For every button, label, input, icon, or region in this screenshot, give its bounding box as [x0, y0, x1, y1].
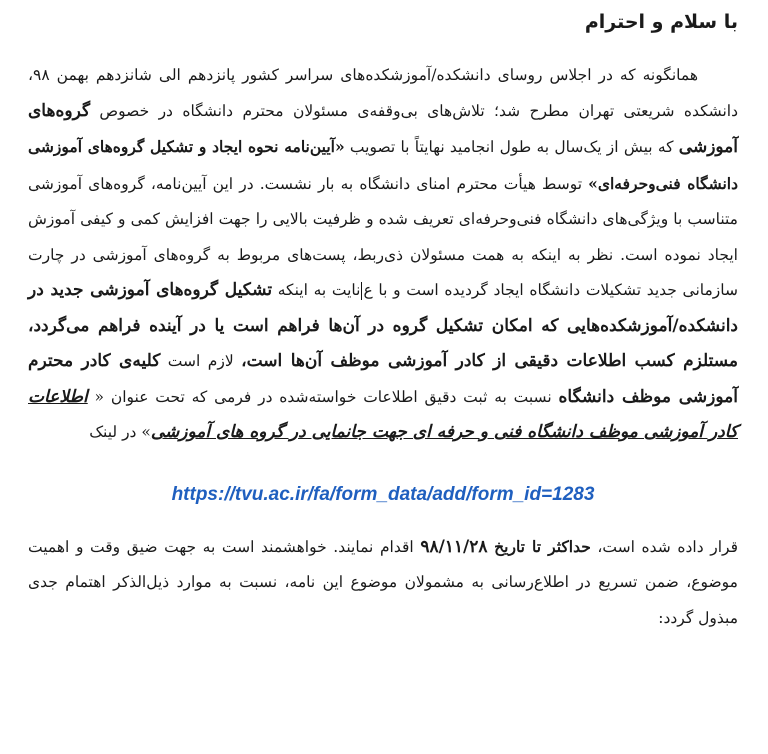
closing-text-2: اقدام نمایند. خواهشمند است به جهت ضیق وقت و اهمیت موضوع، ضمن تسریع در اطلاع‌رسانی به مشمولان موضوع این نامه، نسبت به موارد ذیل‌الذکر اهتمام جدی مبذول گردد:: [28, 537, 738, 627]
closing-paragraph: [28, 529, 738, 637]
bold-educational-groups: گروه‌های آموزشی: [28, 100, 739, 157]
closing-text-1: قرار داده شده است،: [590, 537, 738, 556]
deadline-date: ۹۸/۱۱/۲۸: [420, 536, 488, 557]
paragraph-text-6: در لینک: [89, 423, 142, 441]
deadline-label: حداکثر تا تاریخ: [494, 536, 591, 556]
greeting-heading: با سلام و احترام: [584, 11, 738, 33]
paragraph-text-4: لازم است: [160, 352, 242, 370]
form-link[interactable]: https://tvu.ac.ir/fa/form_data/add/form_id=1283: [171, 483, 595, 505]
bold-all-faculty: کلیه‌ی کادر محترم آموزشی موظف دانشگاه: [28, 351, 738, 407]
paragraph-text-1: همانگونه که در اجلاس روسای دانشکده/آموزشکده‌های سراسر کشور پانزدهم الی شانزدهم بهمن ۹۸، دانشکده شریعتی تهران مطرح شد؛ تلاش‌های بی‌وقفه‌ی مسئولان محترم دانشگاه در خصوص: [28, 66, 738, 120]
paragraph-text-3b: نایت به اینکه: [272, 281, 361, 299]
bold-regulation-title: «آیین‌نامه نحوه ایجاد و تشکیل گروه‌های آموزشی دانشگاه فنی‌وحرفه‌ای»: [28, 137, 738, 193]
form-quote-close: »: [141, 423, 151, 441]
paragraph-text-3: توسط هیأت محترم امنای دانشگاه به بار نشست. در این آیین‌نامه، گروه‌های آموزشی متناسب با ویژگی‌های دانشگاه فنی‌وحرفه‌ای تعریف شده و ظرفیت بالایی را جهت افزایش کمی و کیفی آموزش ایجاد نموده است. نظر به اینکه به همت مسئولان ذی‌ربط، پست‌های مربوط به گروه‌های آموزشی در چارت سازمانی جدید تشکیلات دانشگاه ایجاد گردیده است و با ع: [28, 174, 738, 299]
paragraph-text-5: نسبت به ثبت دقیق اطلاعات خواسته‌شده در فرمی که تحت عنوان: [104, 387, 559, 406]
form-link-line: [28, 481, 738, 509]
form-title: اطلاعات کادر آموزشی موظف دانشگاه فنی و حرفه ای جهت جانمایی در گروه های آموزشی: [28, 386, 738, 442]
paragraph-text-2: که بیش از یک‌سال به طول انجامید نهایتاً با تصویب: [344, 138, 679, 156]
form-quote-open: «: [87, 387, 105, 406]
main-paragraph: [28, 58, 738, 451]
bold-new-groups-requirement: تشکیل گروه‌های آموزشی جدید در دانشکده/آموزشکده‌هایی که امکان تشکیل گروه در آن‌ها فراهم است یا در آینده فراهم می‌گردد، مستلزم کسب اطلاعات دقیقی از کادر آموزشی موظف آن‌ها است،: [28, 280, 738, 371]
